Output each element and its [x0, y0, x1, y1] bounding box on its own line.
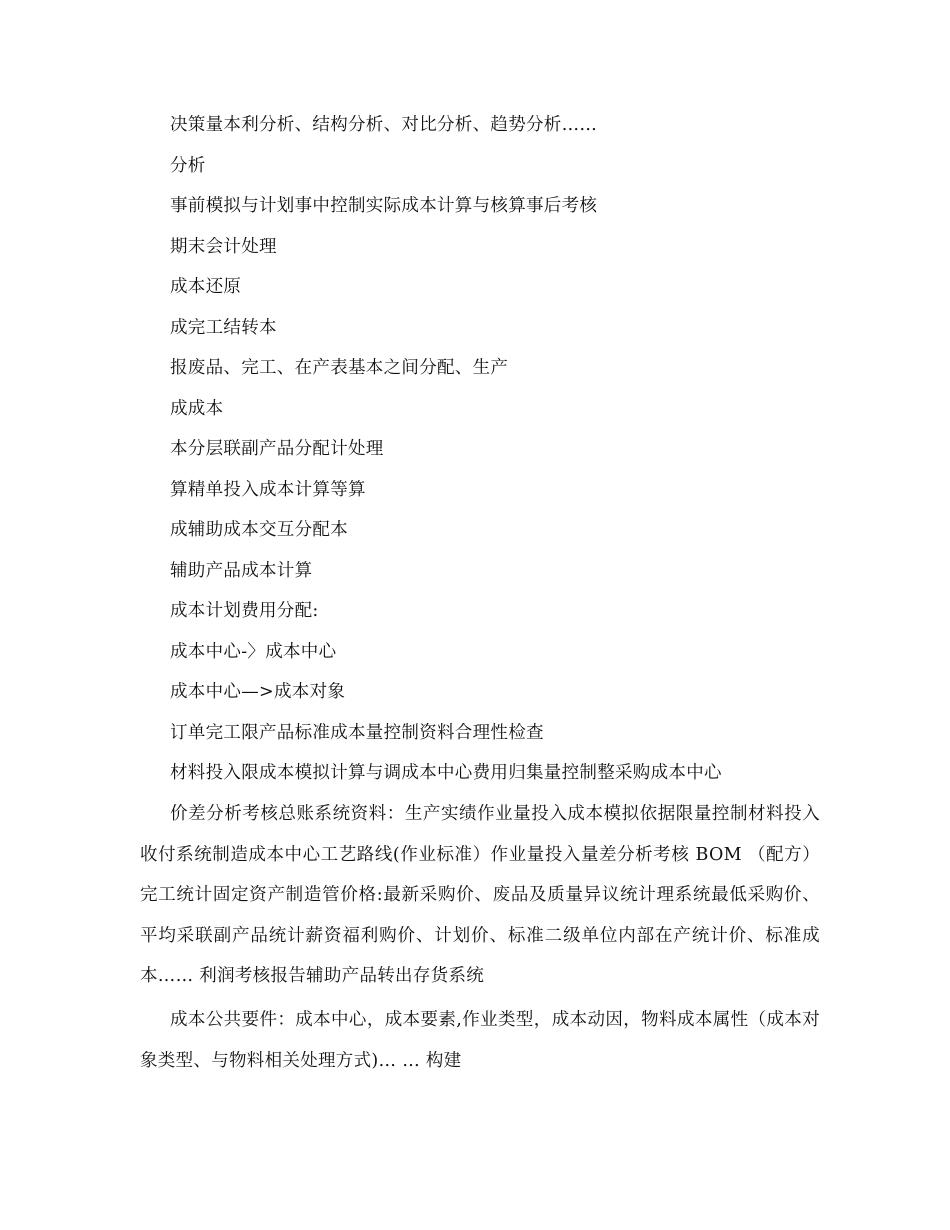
- text-line: 决策量本利分析、结构分析、对比分析、趋势分析……: [170, 115, 598, 135]
- text-line: 期末会计处理: [170, 237, 277, 257]
- text-line: 订单完工限产品标准成本量控制资料合理性检查: [170, 723, 544, 743]
- text-line: 成成本: [170, 399, 224, 419]
- text-line: 本分层联副产品分配计处理: [170, 439, 384, 459]
- text-line: 分析: [170, 156, 206, 176]
- text-line: 成本计划费用分配:: [170, 601, 319, 621]
- text-line: 成本还原: [170, 277, 242, 297]
- body-paragraph: 价差分析考核总账系统资料：生产实绩作业量投入成本模拟依据限量控制材料投入收付系统制造成本中心工艺路线(作业标准）作业量投入量差分析考核 BOM （配方）完工统计固定资产制造管价格:最新采购价、废品及质量异议统计理系统最低采购价、平均采联副产品统计薪资福利购价、计划价、标准二级单位内部在产统计价、标准成本…… 利润考核报告辅助产品转出存货系统: [140, 804, 820, 986]
- text-line: 成完工结转本: [170, 318, 277, 338]
- text-line: 辅助产品成本计算: [170, 561, 313, 581]
- text-line: 算精单投入成本计算等算: [170, 480, 366, 500]
- body-paragraph: 成本公共要件：成本中心，成本要素,作业类型，成本动因，物料成本属性（成本对象类型、与物料相关处理方式)… … 构建: [140, 1010, 820, 1071]
- text-line: 材料投入限成本模拟计算与调成本中心费用归集量控制整采购成本中心: [170, 763, 722, 783]
- text-line: 事前模拟与计划事中控制实际成本计算与核算事后考核: [170, 196, 598, 216]
- text-line: 报废品、完工、在产表基本之间分配、生产: [170, 358, 509, 378]
- text-line: 成本中心-〉成本中心: [170, 642, 337, 662]
- text-line: 成本中心—>成本对象: [170, 682, 346, 702]
- text-line: 成辅助成本交互分配本: [170, 520, 348, 540]
